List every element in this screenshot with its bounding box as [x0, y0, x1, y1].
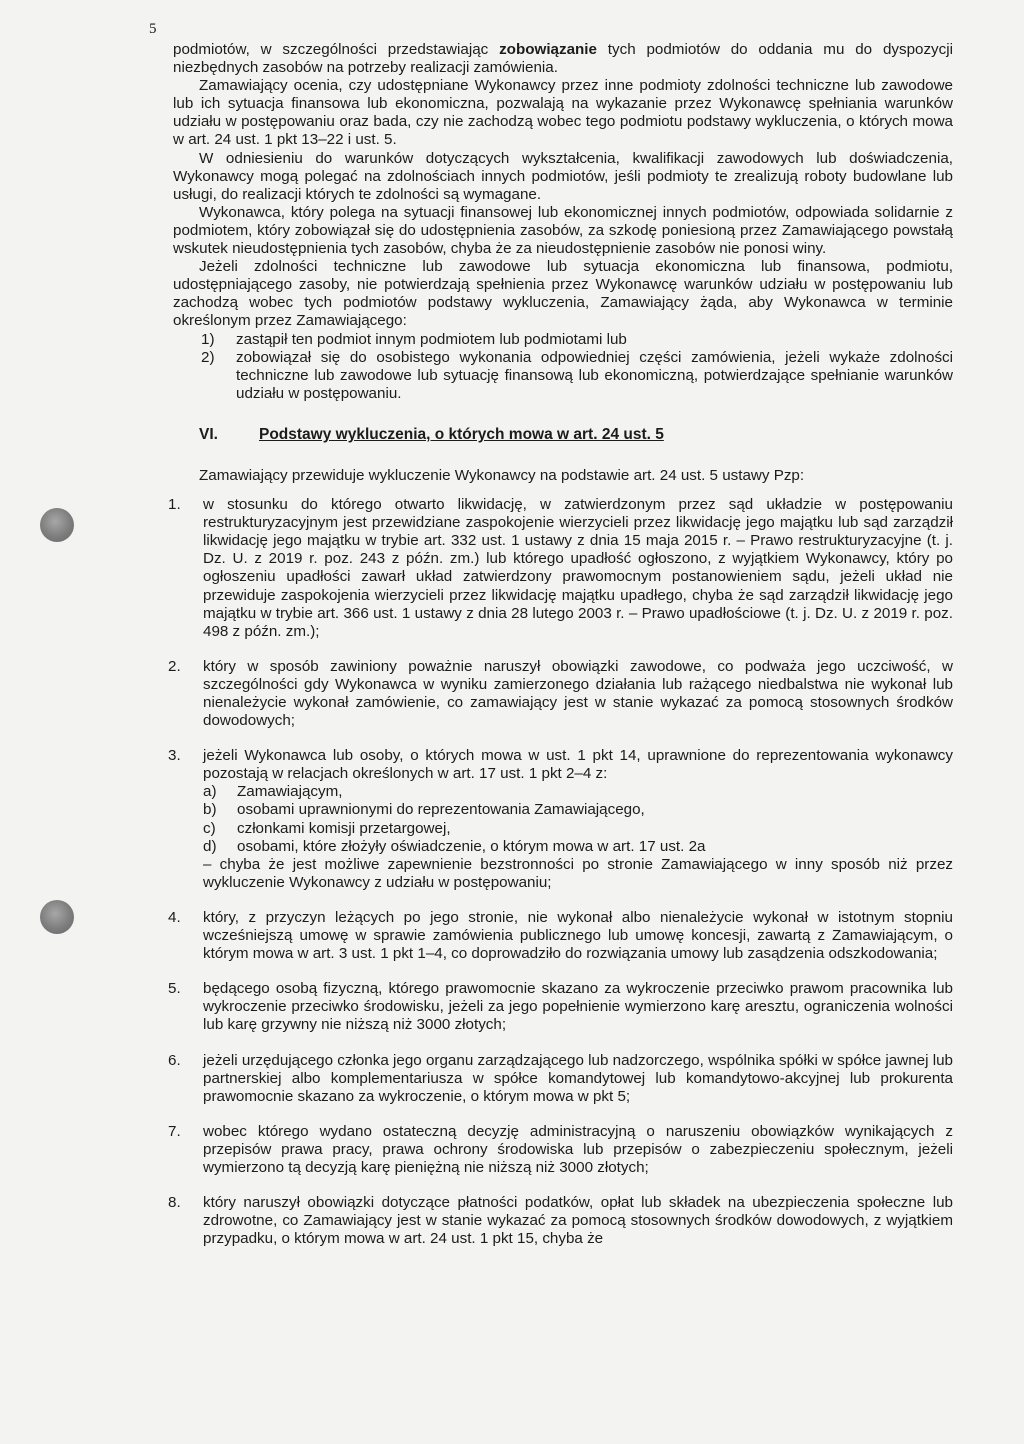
- replacement-options-list: [201, 331, 953, 403]
- paragraph-resources-commitment: podmiotów, w szczególności przedstawiając zobowiązanie tych podmiotów do oddania mu do dyspozycji niezbędnych zasobów na potrzeby realizacji zamówienia.: [173, 41, 953, 77]
- list-item: 8. który naruszył obowiązki dotyczące płatności podatków, opłat lub składek na ubezpieczenia społeczne lub zdrowotne, co Zamawiający jest w stanie wykazać za pomocą stosownych środków dowodowych, z wyjątkiem przypadku, o którym mowa w art. 24 ust. 1 pkt 15, chyba że: [168, 1194, 953, 1248]
- list-item: 1) zastąpił ten podmiot innym podmiotem lub podmiotami lub: [201, 330, 627, 348]
- list-item: 2) zobowiązał się do osobistego wykonania odpowiedniej części zamówienia, jeżeli wykaże zdolności techniczne lub zawodowe lub sytuację finansową lub ekonomiczną, potwierdzające spełnianie warunków udziału w postępowaniu.: [201, 348, 953, 402]
- list-item: 3. jeżeli Wykonawca lub osoby, o których mowa w ust. 1 pkt 14, uprawnione do reprezentowania wykonawcy pozostają w relacjach określonych w art. 17 ust. 1 pkt 2–4 z: a) Zamawiającym, b) osobami uprawnionymi do reprezentowania Zamawiającego, c) członkami komisji przetargowej, d) osobami, które złożyły oświadczenie, o którym mowa w art. 17 ust. 2a – chyba że jest możliwe zapewnienie bezstronności po stronie Zamawiającego w inny sposób niż przez wykluczenie Wykonawcy z udziału w postępowaniu;: [168, 747, 953, 891]
- list-item: 7. wobec którego wydano ostateczną decyzję administracyjną o naruszeniu obowiązków wynikających z przepisów prawa pracy, prawa ochrony środowiska lub przepisów o zabezpieczeniu społecznym, jeżeli wymierzono tą decyzją karę pieniężną nie niższą niż 3000 złotych;: [168, 1122, 953, 1176]
- list-item: 4. który, z przyczyn leżących po jego stronie, nie wykonał albo nienależycie wykonał w istotnym stopniu wcześniejszą umowę w sprawie zamówienia publicznego lub umowę koncesji, zawartą z Zamawiającym, o którym mowa w art. 3 ust. 1 pkt 1–4, co doprowadziło do rozwiązania umowy lub zasądzenia odszkodowania;: [168, 908, 953, 963]
- bold-term: zobowiązanie: [499, 41, 597, 58]
- page-number: 5: [149, 21, 157, 37]
- exclusion-grounds-list: [168, 496, 953, 1248]
- section-heading: [173, 426, 953, 444]
- paragraph-evaluation: Zamawiający ocenia, czy udostępniane Wykonawcy przez inne podmioty zdolności techniczne lub zawodowe lub ich sytuacja finansowa lub ekonomiczna, pozwalają na wykazanie przez Wykonawcę spełniania warunków udziału w postępowaniu oraz bada, czy nie zachodzą wobec tego podmiotu podstawy wykluczenia, o których mowa w art. 24 ust. 1 pkt 13–22 i ust. 5.: [173, 77, 953, 149]
- list-item: 1. w stosunku do którego otwarto likwidację, w zatwierdzonym przez sąd układzie w postępowaniu restrukturyzacyjnym jest przewidziane zaspokojenie wierzycieli przez likwidację jego majątku lub sąd zarządził likwidację jego majątku w trybie art. 332 ust. 1 ustawy z dnia 15 maja 2015 r. – Prawo restrukturyzacyjne (t. j. Dz. U. z 2019 r. poz. 243 z późn. zm.) lub którego upadłość ogłoszono, z wyjątkiem Wykonawcy, który po ogłoszeniu upadłości zawarł układ zatwierdzony prawomocnym postanowieniem sądu, jeżeli układ nie przewiduje zaspokojenia wierzycieli przez likwidację majątku upadłego, chyba że sąd zarządził likwidację jego majątku w trybie art. 366 ust. 1 ustawy z dnia 28 lutego 2003 r. – Prawo upadłościowe (t. j. Dz. U. z 2019 r. poz. 498 z późn. zm.);: [168, 496, 953, 640]
- paragraph-joint-liability: Wykonawca, który polega na sytuacji finansowej lub ekonomicznej innych podmiotów, odpowiada solidarnie z podmiotem, który zobowiązał się do udostępnienia zasobów, za szkodę poniesioną przez Zamawiającego powstałą wskutek nieudostępnienia tych zasobów, chyba że za nieudostępnienie zasobów nie ponosi winy.: [173, 203, 953, 258]
- section-number: VI.: [199, 425, 218, 443]
- list-item: b) osobami uprawnionymi do reprezentowania Zamawiającego,: [203, 801, 645, 819]
- section-title: Podstawy wykluczenia, o których mowa w art. 24 ust. 5: [259, 425, 664, 443]
- paragraph-replacement-demand: Jeżeli zdolności techniczne lub zawodowe lub sytuacja ekonomiczna lub finansowa, podmiotu, udostępniającego zasoby, nie potwierdzają spełnienia przez Wykonawcę warunków udziału w postępowaniu lub zachodzą wobec tych podmiotów podstawy wykluczenia, Zamawiający żąda, aby Wykonawca w terminie określonym przez Zamawiającego:: [173, 258, 953, 330]
- exception-note: – chyba że jest możliwe zapewnienie bezstronności po stronie Zamawiającego w inny sposób niż przez wykluczenie Wykonawcy z udziału w postępowaniu;: [203, 855, 953, 891]
- list-item: 5. będącego osobą fizyczną, którego prawomocnie skazano za wykroczenie przeciwko prawom pracownika lub wykroczenie przeciwko środowisku, jeżeli za jego popełnienie wymierzono karę aresztu, ograniczenia wolności lub karę grzywny nie niższą niż 3000 złotych;: [168, 980, 953, 1034]
- paragraph-qualifications: W odniesieniu do warunków dotyczących wykształcenia, kwalifikacji zawodowych lub doświadczenia, Wykonawcy mogą polegać na zdolnościach innych podmiotów, jeśli podmioty te zrealizują roboty budowlane lub usługi, do realizacji których te zdolności są wymagane.: [173, 149, 953, 203]
- list-item: 6. jeżeli urzędującego członka jego organu zarządzającego lub nadzorczego, wspólnika spółki w spółce jawnej lub partnerskiej albo komplementariusza w spółce komandytowej lub komandytowo-akcyjnej lub prokurenta prawomocnie skazano za wykroczenie, o którym mowa w pkt 5;: [168, 1051, 953, 1105]
- list-item: c) członkami komisji przetargowej,: [203, 819, 451, 837]
- section-intro: Zamawiający przewiduje wykluczenie Wykonawcy na podstawie art. 24 ust. 5 ustawy Pzp:: [199, 466, 805, 484]
- document-body: [168, 41, 953, 1265]
- relations-list: [203, 783, 953, 855]
- list-item: a) Zamawiającym,: [203, 783, 343, 801]
- list-item: d) osobami, które złożyły oświadczenie, o którym mowa w art. 17 ust. 2a: [203, 837, 706, 855]
- punch-hole-top: [40, 508, 74, 542]
- punch-hole-bottom: [40, 900, 74, 934]
- list-item: 2. który w sposób zawiniony poważnie naruszył obowiązki zawodowe, co podważa jego uczciwość, w szczególności gdy Wykonawca w wyniku zamierzonego działania lub rażącego niedbalstwa nie wykonał lub nienależycie wykonał zamówienie, co zamawiający jest w stanie wykazać za pomocą stosownych środków dowodowych;: [168, 657, 953, 730]
